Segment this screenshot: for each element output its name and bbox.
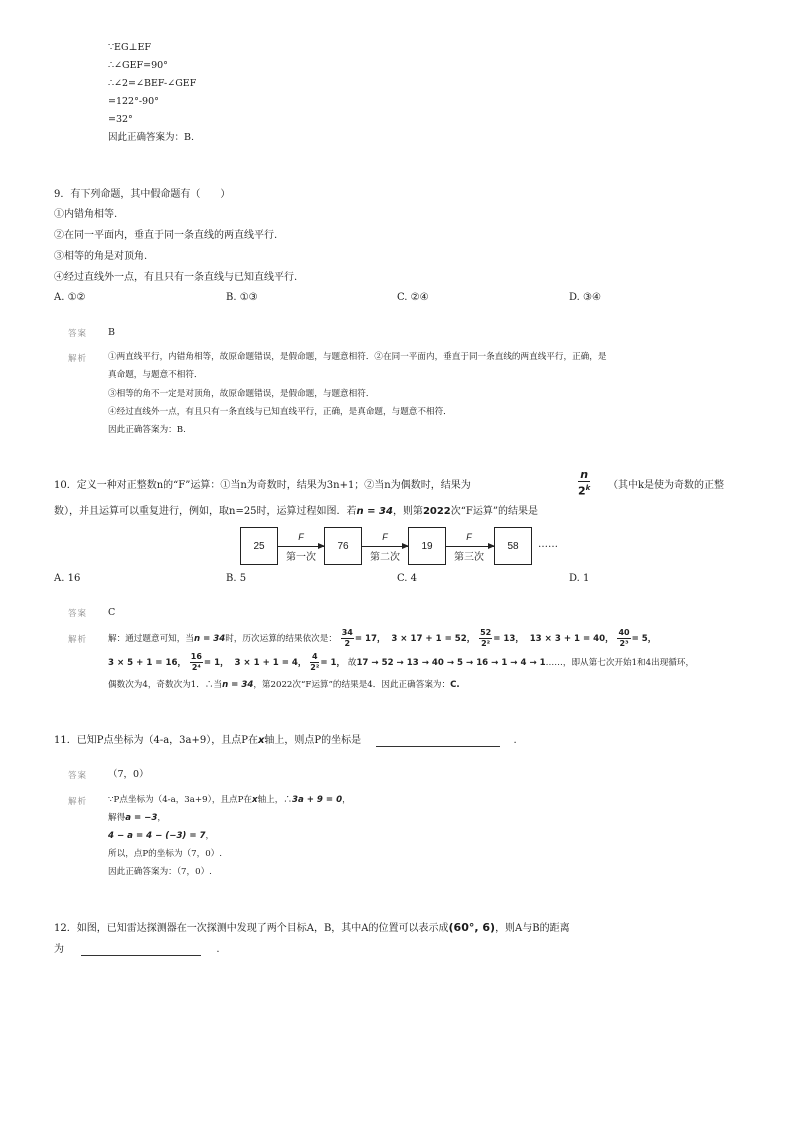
q12-stem-a: 12．如图，已知雷达探测器在一次探测中发现了两个目标A，B，其中A的位置可以表示成 <box>54 923 449 934</box>
flow-arrow-1 <box>278 546 324 547</box>
flow-op-3: F <box>466 532 472 542</box>
q10-frac-num: n <box>578 469 590 482</box>
q10-frac-den <box>578 482 590 498</box>
q10-stem-line-1 <box>54 479 471 492</box>
q9-item-2: ②在同一平面内，垂直于同一条直线的两直线平行. <box>54 230 278 241</box>
q10-analysis-label: 解析 <box>68 635 88 645</box>
q10-answer-label: 答案 <box>68 609 88 619</box>
calc-step: 3 × 17 + 1 = 52， <box>391 634 476 644</box>
frac-result: = 1， <box>320 658 346 668</box>
flow-op-2: F <box>382 532 388 542</box>
q12-stem-line-2 <box>54 943 220 956</box>
q9-analysis-4: ④经过直线外一点，有且只有一条直线与已知直线平行，正确，是真命题，与题意不相符． <box>108 407 452 417</box>
q11-l1-a: ∵P点坐标为（4-a，3a+9），且点P在 <box>108 795 253 805</box>
frac-result: = 1， <box>203 658 229 668</box>
frac-result: = 5， <box>631 634 657 644</box>
flow-arrow-3 <box>446 546 494 547</box>
q9-stem: 9．有下列命题，其中假命题有（ ） <box>54 189 231 200</box>
q10-seq-prefix: 故 <box>347 658 357 668</box>
q9-analysis-5: 因此正确答案为：B. <box>108 425 186 435</box>
q11-l1-x: x <box>252 795 258 805</box>
q10-option-b: B. 5 <box>226 573 247 584</box>
flow-op-1: F <box>298 532 304 542</box>
q10-option-a: A. 16 <box>54 573 81 584</box>
q11-stem-b: 轴上，则点P的坐标是 <box>264 735 362 746</box>
calc-step: 3 × 5 + 1 = 16， <box>108 658 187 668</box>
q12-coord: (60°, 6) <box>448 921 496 934</box>
frac-den: 2² <box>310 663 320 672</box>
q9-answer-label: 答案 <box>68 329 88 339</box>
q12-stem-end: . <box>216 944 220 955</box>
q10-seq-suffix: ……，即从第七次开始1和4出现循环， <box>545 658 695 668</box>
q11-l2-b: ， <box>157 813 166 823</box>
q10-frac-den-base: 2 <box>578 484 586 498</box>
q10-option-c: C. 4 <box>397 573 418 584</box>
q8-line-1: ∵EG⊥EF <box>108 42 152 53</box>
q9-analysis-label: 解析 <box>68 354 88 364</box>
q8-line-4: =122°-90° <box>108 96 159 107</box>
q11-analysis-line-2 <box>108 813 166 824</box>
q8-line-2: ∴∠GEF=90° <box>108 60 168 71</box>
q10-option-d: D. 1 <box>569 573 590 584</box>
calc-step: 3 × 1 + 1 = 4， <box>234 658 307 668</box>
frac-den: 2⁴ <box>191 663 201 672</box>
q10-sol3-c: C. <box>450 680 460 690</box>
q10-sol3-n: n = 34 <box>222 680 254 690</box>
q10-sequence: 17 → 52 → 13 → 40 → 5 → 16 → 1 → 4 → 1 <box>356 658 546 668</box>
q8-line-5: =32° <box>108 114 133 125</box>
q10-stem-a: 10．定义一种对正整数n的“F”运算：①当n为奇数时，结果为3n+1；②当n为偶数时，结果为 <box>54 480 471 491</box>
q8-line-3: ∴∠2=∠BEF-∠GEF <box>108 78 197 89</box>
q10-sol3-b: ，第2022次“F运算”的结果是4．因此正确答案为： <box>253 680 451 690</box>
q12-stem-c: 为 <box>54 944 64 955</box>
flow-arrow-2 <box>362 546 408 547</box>
q11-answer: （7，0） <box>108 769 149 780</box>
q10-frac-52-4 <box>479 628 492 649</box>
q11-analysis-line-3 <box>108 831 214 842</box>
q9-analysis-3: ③相等的角不一定是对顶角，故原命题错误，是假命题，与题意相符． <box>108 389 375 399</box>
q10-frac-34-2 <box>341 628 354 649</box>
q10-analysis-line-3 <box>108 680 460 691</box>
q10-stem-n: n = 34 <box>356 506 393 517</box>
q10-stem-b: （其中k是使为奇数的正整 <box>608 480 725 491</box>
q10-stem-c3: 次“F运算”的结果是 <box>450 506 538 517</box>
frac-num: 4 <box>312 652 318 661</box>
q9-item-3: ③相等的角是对顶角. <box>54 251 148 262</box>
q11-stem <box>54 734 517 747</box>
q10-frac-16-16 <box>190 652 203 673</box>
flow-step-3: 第三次 <box>454 552 484 563</box>
frac-result: = 13， <box>493 634 524 644</box>
q11-stem-end: . <box>513 735 517 746</box>
flow-box-1: 25 <box>240 527 278 565</box>
q10-frac-4-4 <box>310 652 319 673</box>
q10-stem-fraction <box>578 469 590 498</box>
q10-sol-b: 时，历次运算的结果依次是： <box>225 634 337 644</box>
q11-l3-b: ， <box>205 831 215 841</box>
q10-analysis-line-1 <box>108 628 656 649</box>
q10-stem-c1: 数），并且运算可以重复进行，例如，取n=25时，运算过程如图．若 <box>54 506 357 517</box>
q12-stem-line-1 <box>54 921 570 935</box>
q10-sol-n: n = 34 <box>193 634 226 644</box>
q10-analysis-line-2 <box>108 652 694 673</box>
q11-analysis-line-5: 因此正确答案为：（7，0）. <box>108 867 212 877</box>
q9-answer: B <box>108 327 115 338</box>
q11-stem-a: 11．已知P点坐标为（4-a，3a+9），且点P在 <box>54 735 258 746</box>
q10-sol3-a: 偶数次为4，奇数次为1．∴当 <box>108 680 223 690</box>
q10-sol-a: 解：通过题意可知，当 <box>108 634 194 644</box>
frac-den: 2 <box>344 639 351 648</box>
frac-den: 2² <box>481 639 491 648</box>
q9-analysis-2: 真命题，与题意不相符． <box>108 370 203 380</box>
q11-l1-eq: 3a + 9 = 0 <box>291 795 343 805</box>
frac-num: 40 <box>618 628 630 637</box>
q11-stem-x: x <box>257 735 265 746</box>
q11-analysis-label: 解析 <box>68 797 88 807</box>
frac-den: 2³ <box>619 639 629 648</box>
q11-l2-a: 解得 <box>108 813 126 823</box>
frac-num: 16 <box>190 652 202 661</box>
calc-step: 13 × 3 + 1 = 40， <box>529 634 614 644</box>
q9-option-a: A. ①② <box>54 292 86 303</box>
q9-item-4: ④经过直线外一点，有且只有一条直线与已知直线平行. <box>54 272 298 283</box>
q11-l3-eq: 4 − a = 4 − (−3) = 7 <box>108 831 206 841</box>
frac-num: 52 <box>480 628 492 637</box>
q10-stem-c2: ，则第 <box>392 506 423 517</box>
q11-answer-label: 答案 <box>68 771 88 781</box>
q9-option-c: C. ②④ <box>397 292 429 303</box>
q9-option-d: D. ③④ <box>569 292 601 303</box>
flow-ellipsis: …… <box>538 539 558 550</box>
flow-box-3: 19 <box>408 527 446 565</box>
q10-stem-year: 2022 <box>422 506 451 517</box>
q11-l1-b: 轴上，∴ <box>257 795 292 805</box>
q10-stem-line-2 <box>54 505 538 518</box>
q11-analysis-line-4: 所以，点P的坐标为（7，0）. <box>108 849 222 859</box>
q12-answer-blank[interactable] <box>81 955 201 956</box>
q10-frac-exp: k <box>585 484 591 492</box>
q11-analysis-line-1 <box>108 795 351 806</box>
flow-box-4: 58 <box>494 527 532 565</box>
flow-box-2: 76 <box>324 527 362 565</box>
q11-l2-eq: a = −3 <box>125 813 158 823</box>
q9-option-b: B. ①③ <box>226 292 258 303</box>
q12-stem-b: ，则A与B的距离 <box>495 923 570 934</box>
q11-answer-blank[interactable] <box>376 746 500 747</box>
frac-result: = 17， <box>354 634 386 644</box>
q9-analysis-1: ①两直线平行，内错角相等，故原命题错误，是假命题，与题意相符．②在同一平面内，垂直于同一条直线的两直线平行，正确，是 <box>108 352 607 362</box>
flow-step-1: 第一次 <box>286 552 316 563</box>
frac-num: 34 <box>341 628 353 637</box>
q11-l1-c: ， <box>342 795 351 805</box>
flow-step-2: 第二次 <box>370 552 400 563</box>
q10-frac-40-8 <box>617 628 630 649</box>
q8-line-6: 因此正确答案为：B. <box>108 132 195 143</box>
q9-item-1: ①内错角相等. <box>54 209 118 220</box>
q10-answer: C <box>108 607 116 618</box>
